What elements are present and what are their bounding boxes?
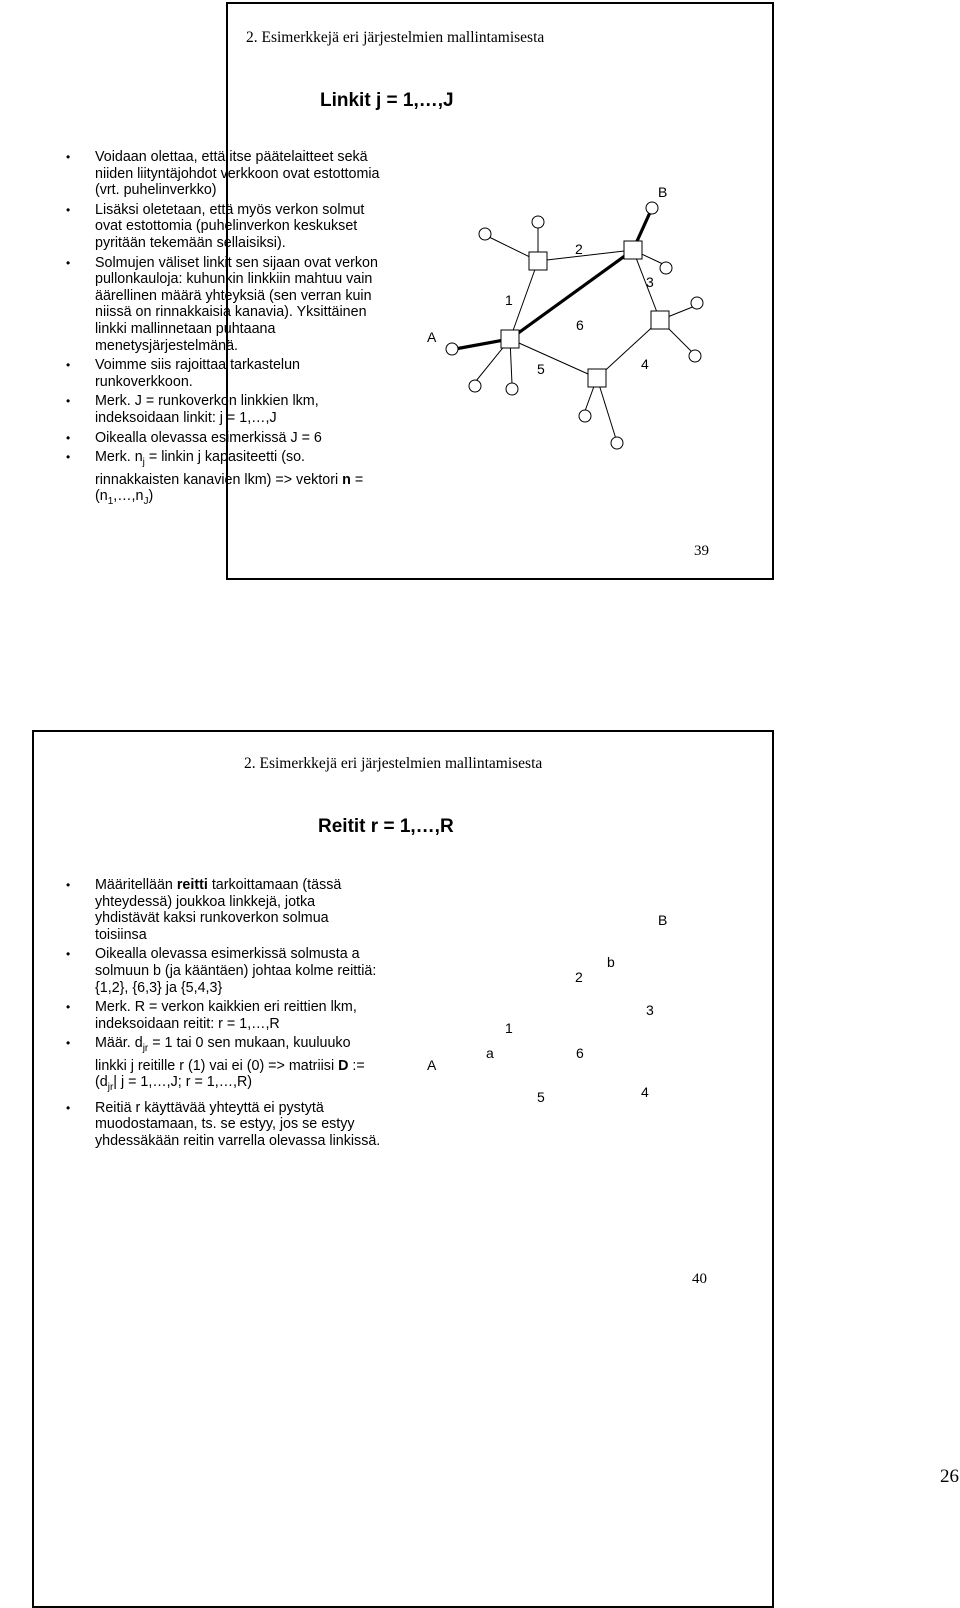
bold-text: D xyxy=(338,1057,349,1074)
text-run: ) xyxy=(148,488,154,505)
list-item: • Oikealla olevassa esimerkissä J = 6 xyxy=(66,430,386,447)
diagram-label: 2 xyxy=(575,241,583,257)
text-run: = linkin j kapasiteetti (so. rinnakkaisten kanavien lkm) => vektori xyxy=(95,449,343,488)
diagram-label: 5 xyxy=(537,361,545,377)
text-run: Merk. n xyxy=(95,449,143,466)
text-run: Määr. d xyxy=(95,1035,143,1052)
diagram-label: B xyxy=(658,912,668,928)
text-run: tarkoittamaan (tässä yhteydessä) joukkoa linkkejä, jotka yhdistävät kaksi runkoverkon solmua toisiinsa xyxy=(95,877,342,943)
list-item: • Lisäksi oletetaan, että myös verkon solmut ovat estottomia (puhelinverkon keskukset pyritään tekemään sellaisiksi). xyxy=(66,202,377,252)
text-run: = (n xyxy=(95,471,364,505)
list-item: • Voidaan olettaa, että itse päätelaitteet sekä niiden liityntäjohdot verkkoon ovat estottomia (vrt. puhelinverkko) xyxy=(66,149,386,199)
diagram-label: 1 xyxy=(505,1020,513,1036)
list-item: • Merk. J = runkoverkon linkkien lkm, indeksoidaan linkit: j = 1,…,J xyxy=(66,393,365,426)
bold-text: reitti xyxy=(176,877,208,893)
slide-title: Linkit j = 1,…,J xyxy=(320,90,454,111)
diagram-label: B xyxy=(658,184,668,200)
slide-header: 2. Esimerkkejä eri järjestelmien mallintamisesta xyxy=(244,755,543,772)
text-run: = 1 tai 0 sen mukaan, kuuluuko linkki j reitille r (1) vai ei (0) => matriisi xyxy=(95,1035,351,1074)
diagram-label: 3 xyxy=(646,274,654,290)
slide-title: Reitit r = 1,…,R xyxy=(318,816,454,837)
subscript: j xyxy=(142,456,145,468)
text-run: ,…,n xyxy=(113,488,144,505)
text-run: := (d xyxy=(95,1057,365,1091)
diagram-label: 1 xyxy=(505,292,513,308)
diagram-label: A xyxy=(427,1057,437,1073)
page-number: 40 xyxy=(692,1271,707,1287)
diagram-label: 4 xyxy=(641,356,649,372)
diagram-label: 2 xyxy=(575,969,583,985)
list-item: • Oikealla olevassa esimerkissä solmusta a solmuun b (ja kääntäen) johtaa kolme reittiä: {1,2}, {6,3} ja {5,4,3} xyxy=(66,946,381,996)
diagram-label: 5 xyxy=(537,1089,545,1105)
slide-header: 2. Esimerkkejä eri järjestelmien mallintamisesta xyxy=(246,29,545,46)
bold-text: n xyxy=(342,471,351,488)
subscript: jr xyxy=(107,1082,114,1094)
list-item: • Reitiä r käyttävää yhteyttä ei pystytä muodostamaan, ts. se estyy, jos se estyy yhdessäkään reitin varrella olevassa linkissä. xyxy=(66,1100,381,1150)
diagram-label: A xyxy=(427,329,437,345)
page-number: 39 xyxy=(694,543,709,559)
diagram-label: a xyxy=(486,1045,494,1061)
subscript: J xyxy=(143,496,149,507)
diagram-label: b xyxy=(607,954,615,970)
list-item: • Merk. R = verkon kaikkien eri reittien lkm, indeksoidaan reitit: r = 1,…,R xyxy=(66,999,381,1032)
diagram-label: 6 xyxy=(576,317,584,333)
diagram-label: 4 xyxy=(641,1084,649,1100)
text-run: | j = 1,…,J; r = 1,…,R) xyxy=(113,1074,253,1091)
diagram-label: 6 xyxy=(576,1045,584,1061)
subscript: 1 xyxy=(107,496,114,507)
diagram-label: 3 xyxy=(646,1002,654,1018)
list-item: • Voimme siis rajoittaa tarkastelun runkoverkkoon. xyxy=(66,357,355,390)
subscript: jr xyxy=(142,1043,149,1055)
page-corner-number: 26 xyxy=(940,1466,959,1487)
text-run: Määritellään xyxy=(95,877,177,893)
list-item: • Solmujen väliset linkit sen sijaan ovat verkon pullonkauloja: kuhunkin linkkiin mahtuu vain äärellinen määrä yhteyksiä (sen verran kuin niissä on rinnakkaisia kanavia). Yksittäinen linkki mallinnetaan puhtaana menetysjärjestelmänä. xyxy=(66,255,395,355)
